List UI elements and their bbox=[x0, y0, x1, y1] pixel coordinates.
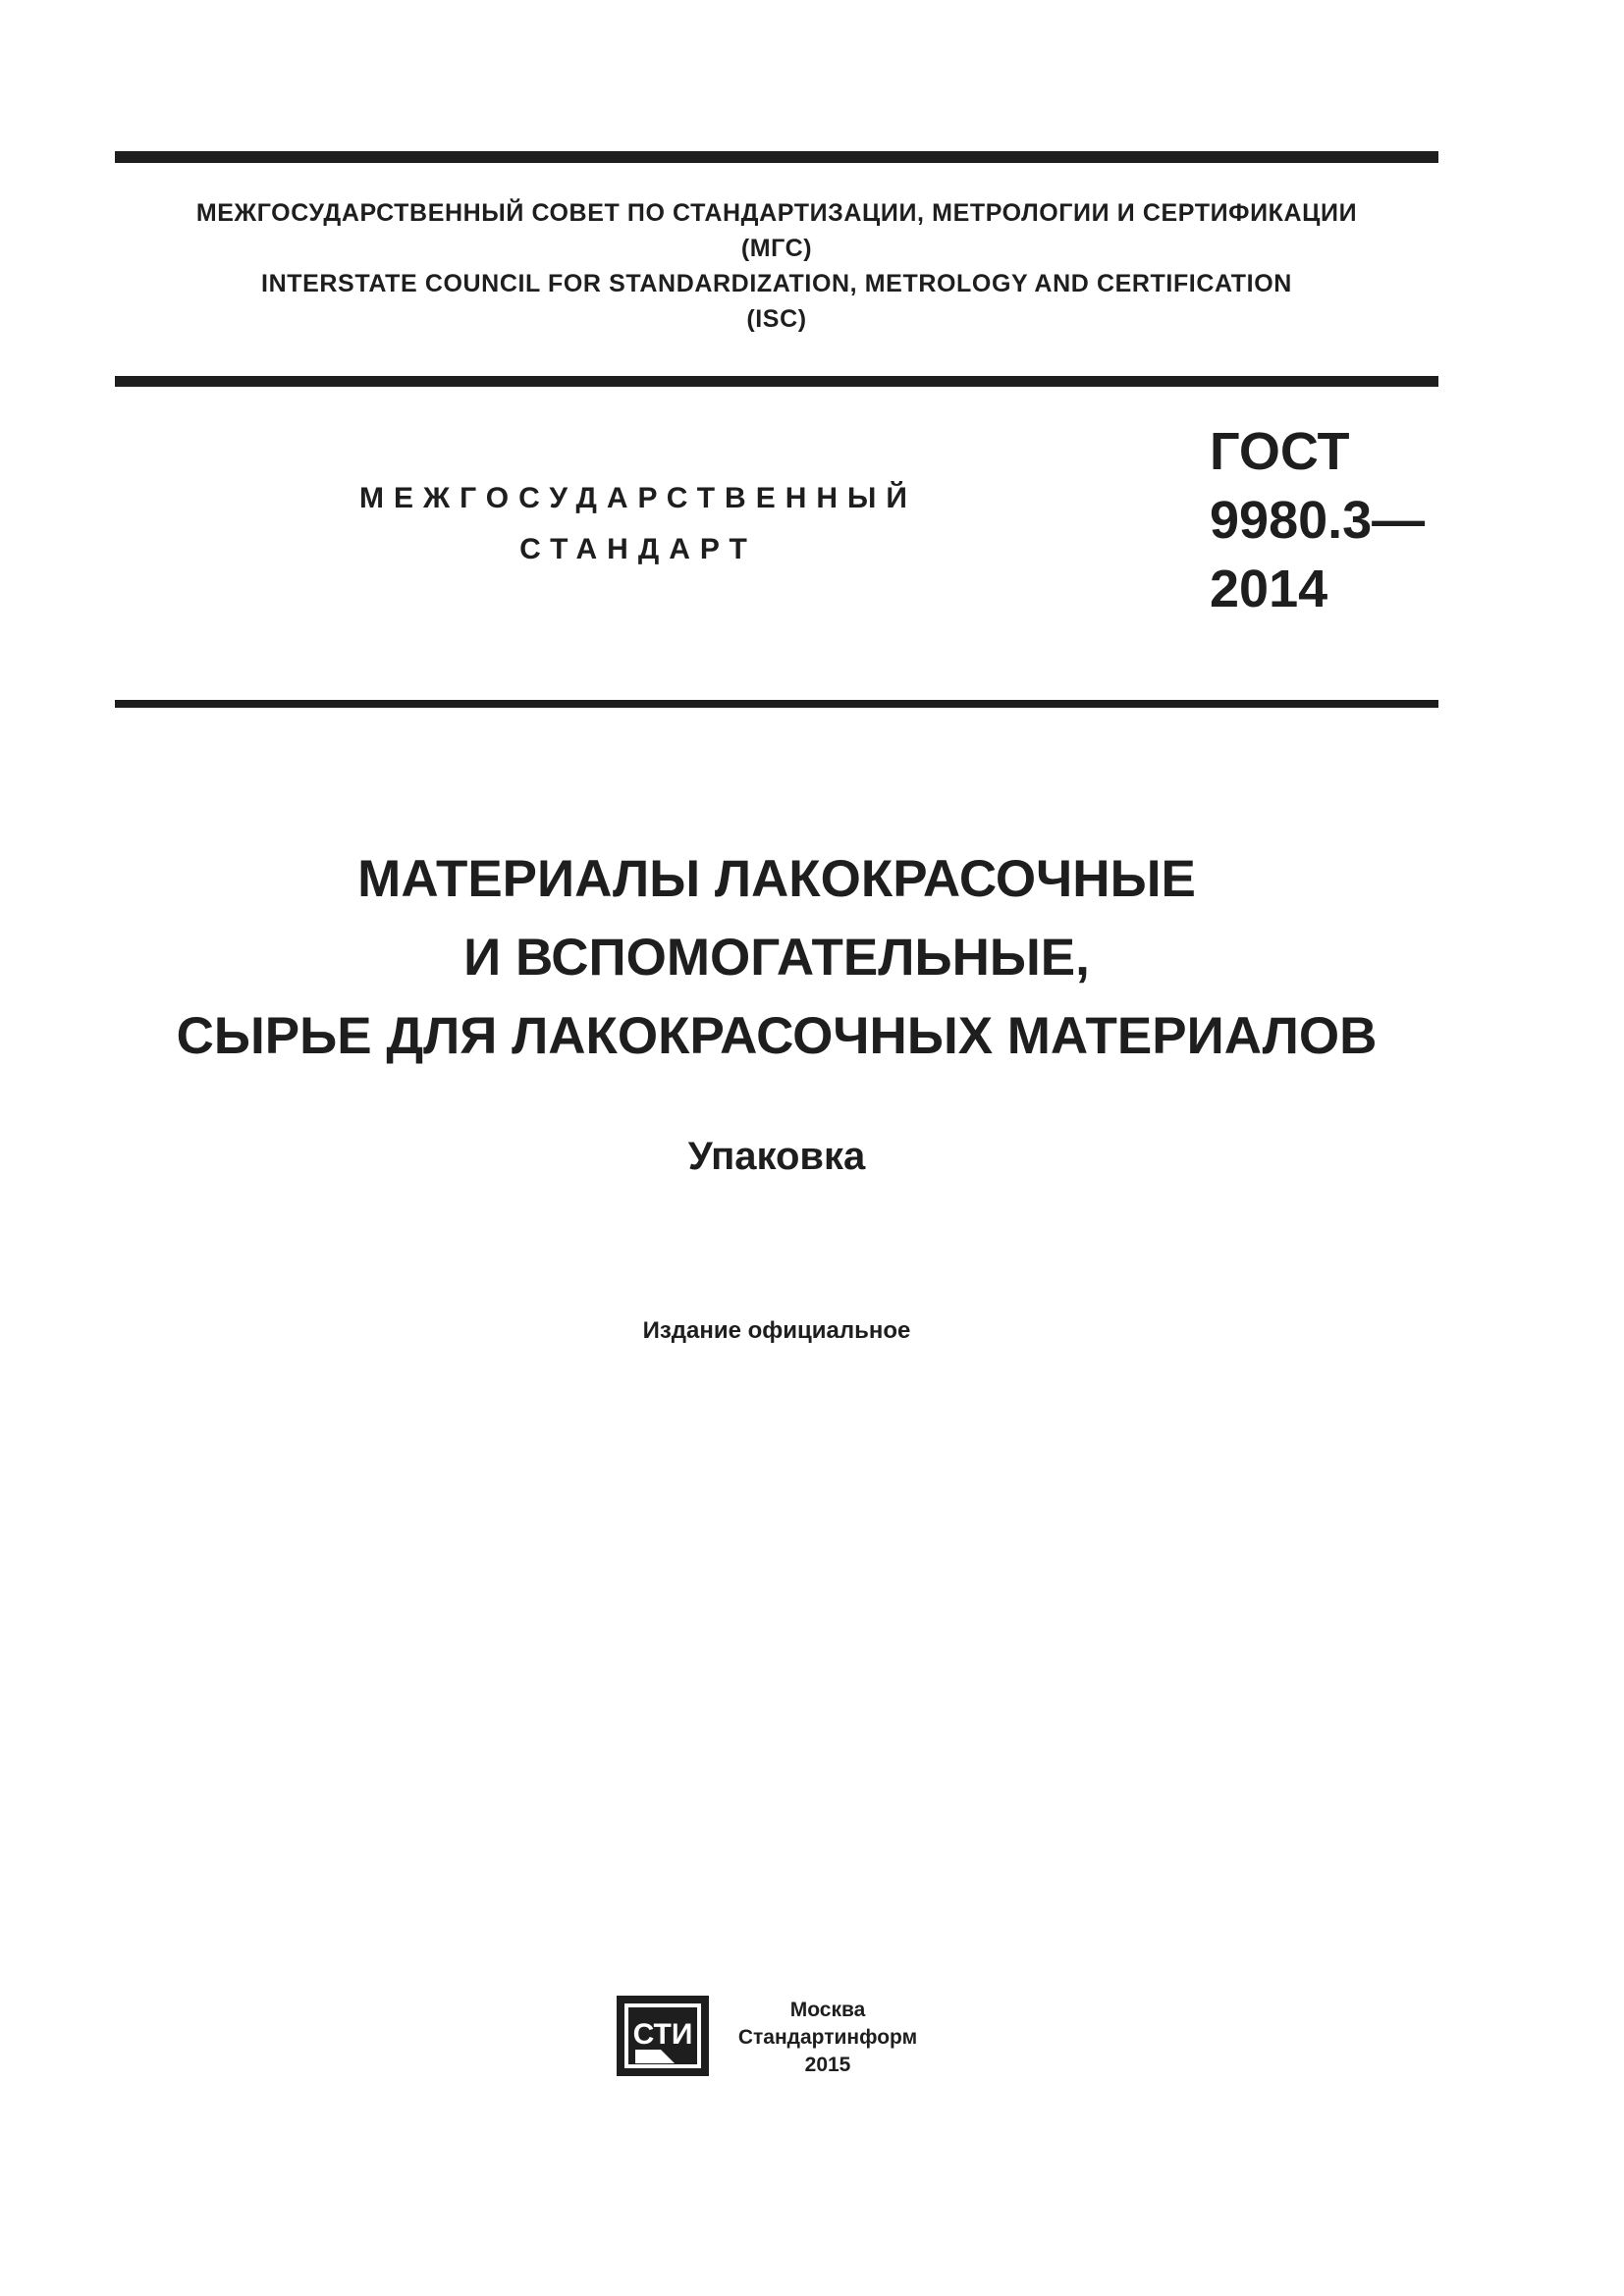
publisher-name: Стандартинформ bbox=[737, 2026, 918, 2049]
council-name-en: INTERSTATE COUNCIL FOR STANDARDIZATION, METROLOGY AND CERTIFICATION bbox=[261, 270, 1292, 297]
publication-year: 2015 bbox=[804, 2054, 851, 2076]
designation-line-3: 2014 bbox=[1210, 560, 1328, 618]
standard-type-line-1: МЕЖГОСУДАРСТВЕННЫЙ bbox=[359, 482, 917, 514]
middle-rule bbox=[115, 376, 1438, 387]
designation-line-1: ГОСТ bbox=[1210, 422, 1350, 481]
title-line-1: МАТЕРИАЛЫ ЛАКОКРАСОЧНЫЕ bbox=[357, 850, 1196, 908]
council-abbr-ru: (МГС) bbox=[740, 235, 813, 262]
standard-type bbox=[295, 473, 982, 575]
document-subtitle: Упаковка bbox=[687, 1135, 866, 1178]
designation-line-2: 9980.3— bbox=[1210, 491, 1426, 550]
council-header bbox=[115, 195, 1438, 337]
standard-type-line-2: СТАНДАРТ bbox=[519, 533, 757, 565]
council-name-ru: МЕЖГОСУДАРСТВЕННЫЙ СОВЕТ ПО СТАНДАРТИЗАЦИИ, МЕТРОЛОГИИ И СЕРТИФИКАЦИИ bbox=[195, 199, 1358, 227]
publisher-city: Москва bbox=[789, 1999, 866, 2021]
publisher-block bbox=[730, 1997, 926, 2079]
title-line-2: И ВСПОМОГАТЕЛЬНЫЕ, bbox=[463, 929, 1090, 987]
document-title bbox=[115, 840, 1438, 1076]
logo-lettering: СТИ bbox=[632, 2018, 693, 2051]
top-rule bbox=[115, 151, 1438, 163]
council-abbr-en: (ISC) bbox=[746, 305, 807, 333]
standartinform-logo-icon bbox=[616, 1995, 710, 2077]
title-line-3: СЫРЬЕ ДЛЯ ЛАКОКРАСОЧНЫХ МАТЕРИАЛОВ bbox=[176, 1007, 1378, 1065]
edition-note: Издание официальное bbox=[642, 1317, 911, 1344]
bottom-rule bbox=[115, 700, 1438, 708]
standard-designation bbox=[1210, 417, 1425, 623]
